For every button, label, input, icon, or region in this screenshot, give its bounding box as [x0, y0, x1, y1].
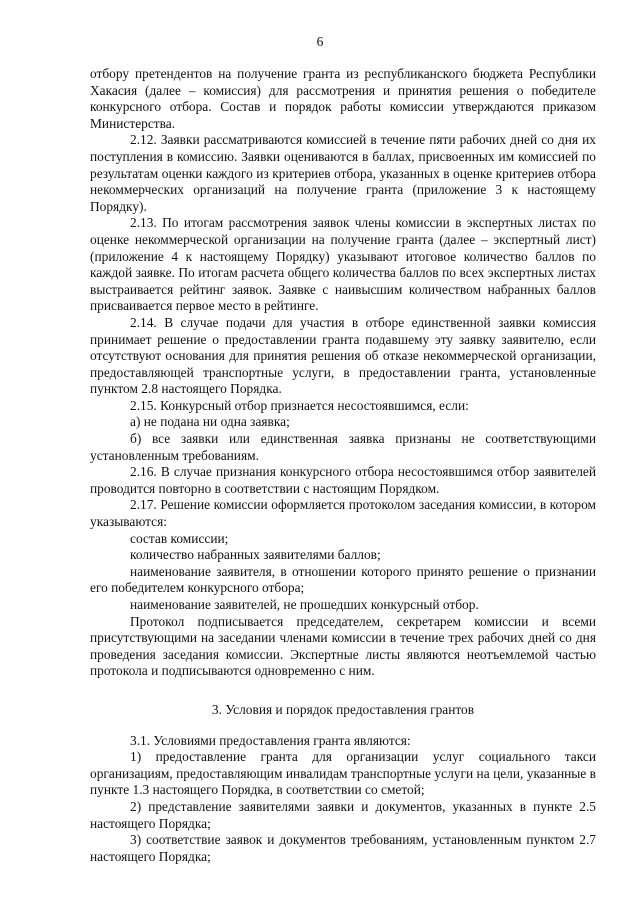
list-item: 3) соответствие заявок и документов требованиям, установленным пунктом 2.7 настоящего Порядка;: [90, 832, 596, 864]
paragraph: 2.12. Заявки рассматриваются комиссией в течение пяти рабочих дней со дня их поступления в комиссию. Заявки оцениваются в баллах, присвоенных им комиссией по результатам оценки каждого из критериев отбора, указанных в оценке критериев отбора некоммерческих организаций на получение гранта (приложение 3 к настоящему Порядку).: [90, 132, 596, 214]
list-item: состав комиссии;: [130, 530, 229, 546]
list-item: 1) предоставление гранта для организации услуг социального такси организациям, предоставляющим инвалидам транспортные услуги на цели, указанные в пункте 1.3 настоящего Порядка, в соответствии со сметой;: [90, 749, 596, 798]
list-item: 2) представление заявителями заявки и документов, указанных в пункте 2.5 настоящего Порядка;: [90, 798, 596, 831]
list-item: количество набранных заявителями баллов;: [130, 547, 381, 563]
list-item: наименование заявителей, не прошедших конкурсный отбор.: [130, 597, 479, 612]
page-number: 6: [316, 34, 324, 49]
paragraph: 2.17. Решение комиссии оформляется протоколом заседания комиссии, в котором указываются:: [90, 497, 596, 530]
paragraph: 3.1. Условиями предоставления гранта являются:: [130, 732, 411, 748]
paragraph: отбору претендентов на получение гранта из республиканского бюджета Республики Хакасия (далее – комиссия) для рассмотрения и принятия решения о победителе конкурсного отбора. Состав и порядок работы комиссии утверждаются приказом Министерства.: [90, 66, 596, 131]
list-item: наименование заявителя, в отношении которого принято решение о признании его победителем конкурсного отбора;: [90, 563, 596, 596]
paragraph: 2.14. В случае подачи для участия в отборе единственной заявки комиссия принимает решение о предоставлении гранта подавшему эту заявку заявителю, если отсутствуют основания для принятия решения об отказе некоммерческой организации, предоставляющей транспортные услуги, в предоставлении гранта, установленные пунктом 2.8 настоящего Порядка.: [90, 314, 596, 397]
paragraph: 2.15. Конкурсный отбор признается несостоявшимся, если:: [130, 397, 469, 413]
list-item: а) не подана ни одна заявка;: [130, 414, 290, 430]
document-body: [90, 66, 596, 865]
paragraph: 2.16. В случае признания конкурсного отбора несостоявшимся отбор заявителей проводится повторно в соответствии с настоящим Порядком.: [90, 464, 596, 496]
paragraph: 2.13. По итогам рассмотрения заявок члены комиссии в экспертных листах по оценке некоммерческой организации на получение гранта (далее – экспертный лист) (приложение 4 к настоящему Порядку) указывают итоговое количество баллов по каждой заявке. По итогам расчета общего количества баллов по всех экспертных листах выстраивается рейтинг заявок. Заявке с наивысшим количеством набранных баллов присваивается первое место в рейтинге.: [90, 215, 596, 314]
list-item: б) все заявки или единственная заявка признаны не соответствующими установленным требованиям.: [90, 431, 596, 463]
paragraph: Протокол подписывается председателем, секретарем комиссии и всеми присутствующими на заседании членами комиссии в течение трех рабочих дней со дня проведения заседания комиссии. Экспертные листы являются неотъемлемой частью протокола и подписываются одновременно с ним.: [90, 613, 596, 679]
section-heading: 3. Условия и порядок предоставления грантов: [211, 701, 475, 717]
